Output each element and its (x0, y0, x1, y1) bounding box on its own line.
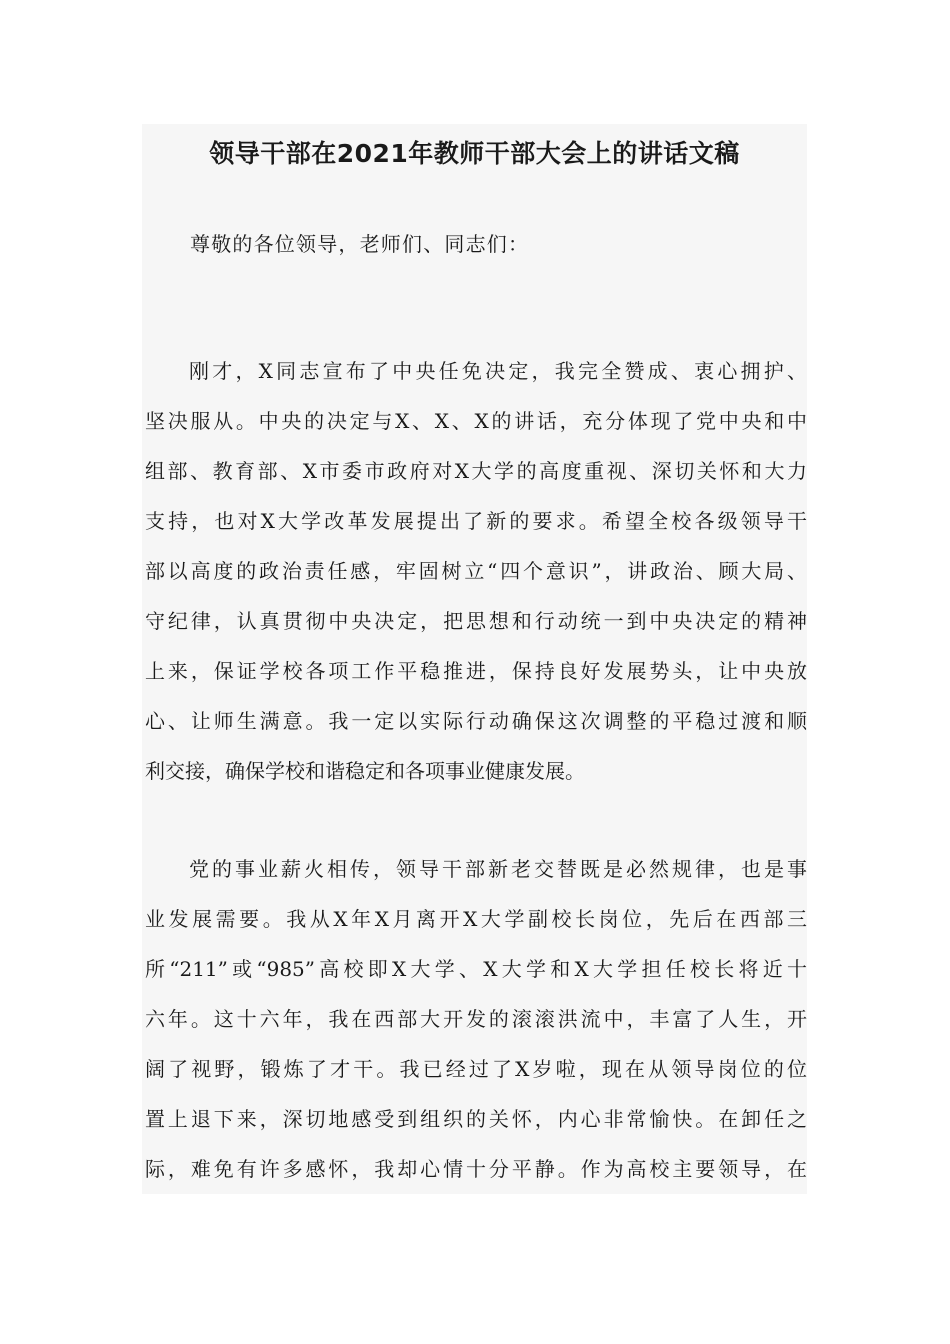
greeting-line: 尊敬的各位领导，老师们、同志们： (190, 232, 530, 256)
paragraph-line: 刚才，X同志宣布了中央任免决定，我完全赞成、衷心拥护、 (189, 359, 807, 383)
paragraph-line: 支持，也对X大学改革发展提出了新的要求。希望全校各级领导干 (145, 509, 807, 533)
paragraph-line: 业发展需要。我从X年X月离开X大学副校长岗位，先后在西部三 (145, 907, 807, 931)
paragraph-1 (145, 346, 807, 796)
paragraph-line: 组部、教育部、X市委市政府对X大学的高度重视、深切关怀和大力 (145, 459, 807, 483)
paragraph-line: 部以高度的政治责任感，牢固树立“四个意识”，讲政治、顾大局、 (145, 559, 807, 583)
paragraph-line: 心、让师生满意。我一定以实际行动确保这次调整的平稳过渡和顺 (145, 709, 807, 733)
paragraph-line: 上来，保证学校各项工作平稳推进，保持良好发展势头，让中央放 (145, 659, 807, 683)
document-title: 领导干部在2021年教师干部大会上的讲话文稿 (209, 139, 740, 168)
paragraph-2 (145, 844, 807, 1194)
paragraph-line: 置上退下来，深切地感受到组织的关怀，内心非常愉快。在卸任之 (145, 1107, 807, 1131)
paragraph-line: 际，难免有许多感怀，我却心情十分平静。作为高校主要领导，在 (145, 1157, 807, 1181)
paragraph-line: 守纪律，认真贯彻中央决定，把思想和行动统一到中央决定的精神 (145, 609, 807, 633)
paragraph-line: 阔了视野，锻炼了才干。我已经过了X岁啦，现在从领导岗位的位 (145, 1057, 807, 1081)
paragraph-line: 利交接，确保学校和谐稳定和各项事业健康发展。 (145, 759, 585, 783)
paragraph-line: 六年。这十六年，我在西部大开发的滚滚洪流中，丰富了人生，开 (145, 1007, 807, 1031)
paragraph-line: 坚决服从。中央的决定与X、X、X的讲话，充分体现了党中央和中 (145, 409, 807, 433)
paragraph-line: 所“211”或“985”高校即X大学、X大学和X大学担任校长将近十 (145, 957, 807, 981)
paragraph-line: 党的事业薪火相传，领导干部新老交替既是必然规律，也是事 (189, 857, 807, 881)
